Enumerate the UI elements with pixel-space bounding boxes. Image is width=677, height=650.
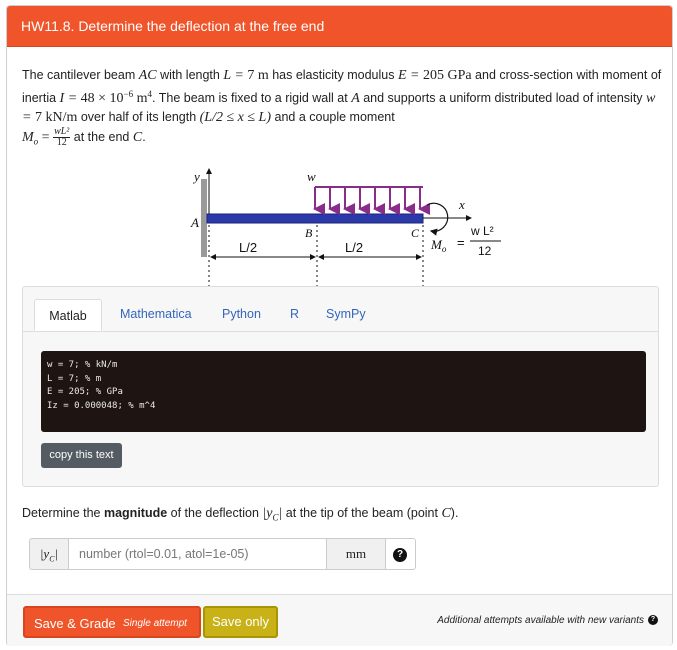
moment-fraction: $\frac{\text{wL²}}{12}$ <box>54 126 70 149</box>
moment-label: $M_o$ <box>431 237 447 254</box>
save-and-grade-button[interactable]: Save & Grade Single attempt <box>23 606 201 638</box>
dim-label-left: L/2 <box>239 240 258 255</box>
code-block[interactable]: w = 7; % kN/m L = 7; % m E = 205; % GPa Iz = 0.000048; % m^4 <box>41 351 646 432</box>
attempts-note: Additional attempts available with new variants ? <box>437 615 658 626</box>
answer-input[interactable] <box>69 538 327 570</box>
answer-help-button[interactable] <box>386 538 416 570</box>
tab-r[interactable]: R <box>290 307 300 321</box>
question-card <box>6 5 673 646</box>
question-title: HW11.8. Determine the deflection at the free end <box>21 18 325 34</box>
save-only-button[interactable]: Save only <box>203 606 278 638</box>
beam-diagram <box>175 159 515 287</box>
y-axis-label: y <box>194 169 200 184</box>
moment-numerator: w L² <box>471 224 494 238</box>
question-mark-icon[interactable]: ? <box>393 548 407 562</box>
beam <box>207 214 423 223</box>
copy-text-button[interactable]: copy this text <box>41 443 122 468</box>
answer-label: $|y_C|$ <box>29 538 69 570</box>
point-b-label: B <box>305 226 313 240</box>
tab-mathematica[interactable]: Mathematica <box>120 307 192 321</box>
dim-label-right: L/2 <box>345 240 364 255</box>
load-label: w <box>307 169 316 184</box>
distributed-load <box>315 187 423 209</box>
question-header <box>7 6 672 47</box>
x-axis-label: x <box>459 197 465 212</box>
code-tabbar <box>23 287 658 332</box>
code-tabs-panel <box>22 286 659 487</box>
question-prompt: Determine the magnitude of the deflection $|y_C|$ at the tip of the beam (point C). <box>22 506 459 523</box>
dimension-lines <box>209 225 423 287</box>
wall <box>201 179 207 257</box>
point-c-label: C <box>411 226 420 240</box>
tab-sympy[interactable]: SymPy <box>326 307 366 321</box>
answer-unit: mm <box>327 538 386 570</box>
moment-equals: = <box>457 235 465 250</box>
couple-moment-arrow <box>427 203 448 231</box>
moment-denominator: 12 <box>478 244 492 258</box>
tab-matlab[interactable]: Matlab <box>34 299 102 331</box>
problem-statement: The cantilever beam AC with length L = 7 m has elasticity modulus E = 205 GPa and cross-section with moment of inertia $I = 48 \times 10^{-6}$ $m^4$. The beam is fixed to a rigid wall at A and supports a uniform distributed load of intensity w = 7 kN/m over half of its length (L/2 ≤ x ≤ L) and a couple moment $M_o$ = $\frac{\text{wL²}}{12}$ at the end C. <box>22 68 662 149</box>
submission-footer <box>7 594 672 646</box>
tab-python[interactable]: Python <box>222 307 261 321</box>
point-a-label: A <box>191 215 199 230</box>
question-mark-icon[interactable]: ? <box>648 615 658 625</box>
